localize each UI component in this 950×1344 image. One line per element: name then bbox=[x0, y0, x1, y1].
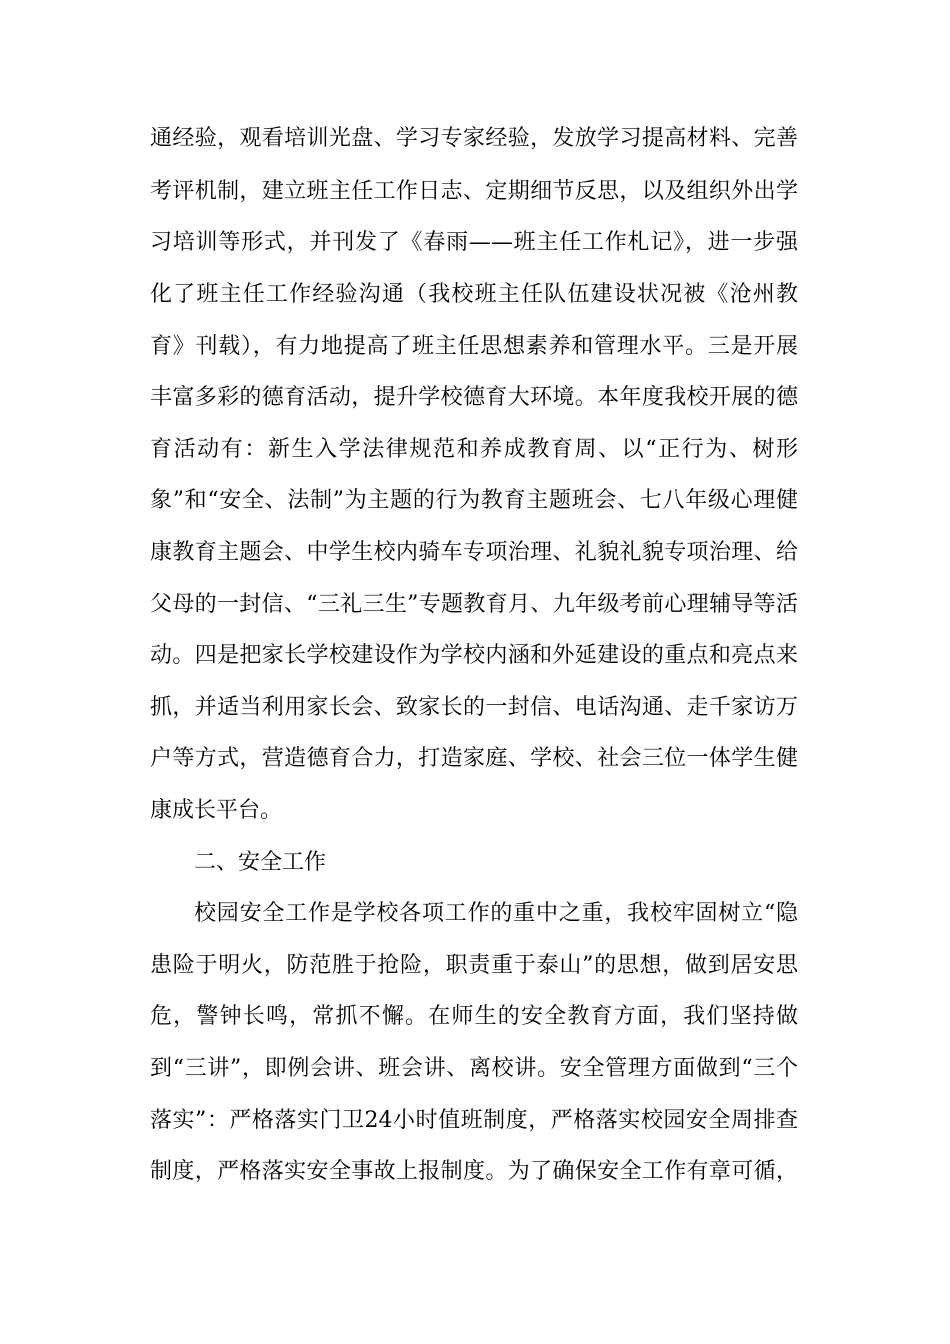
paragraph-line: 抓，并适当利用家长会、致家长的一封信、电话沟通、走千家访万 bbox=[150, 695, 798, 720]
section-heading: 二、安全工作 bbox=[194, 850, 327, 875]
paragraph-line: 患险于明火，防范胜于抢险，职责重于泰山”的思想，做到居安思 bbox=[150, 953, 798, 978]
paragraph-line: 落实”：严格落实门卫24小时值班制度，严格落实校园安全周排查 bbox=[150, 1108, 798, 1133]
paragraph-line: 户等方式，营造德育合力，打造家庭、学校、社会三位一体学生健 bbox=[150, 746, 798, 771]
paragraph-line: 校园安全工作是学校各项工作的重中之重，我校牢固树立“隐 bbox=[194, 901, 798, 926]
paragraph-line: 通经验，观看培训光盘、学习专家经验，发放学习提高材料、完善 bbox=[150, 126, 798, 151]
paragraph-line: 动。四是把家长学校建设作为学校内涵和外延建设的重点和亮点来 bbox=[150, 643, 798, 668]
paragraph-line: 象”和“安全、法制”为主题的行为教育主题班会、七八年级心理健 bbox=[150, 488, 798, 513]
paragraph-line: 化了班主任工作经验沟通（我校班主任队伍建设状况被《沧州教 bbox=[150, 282, 798, 307]
paragraph-line: 习培训等形式，并刊发了《春雨——班主任工作札记》，进一步强 bbox=[150, 230, 798, 255]
paragraph-line: 考评机制，建立班主任工作日志、定期细节反思，以及组织外出学 bbox=[150, 179, 798, 204]
paragraph-line: 康教育主题会、中学生校内骑车专项治理、礼貌礼貌专项治理、给 bbox=[150, 540, 798, 565]
paragraph-line: 制度，严格落实安全事故上报制度。为了确保安全工作有章可循， bbox=[150, 1159, 798, 1184]
paragraph-line: 丰富多彩的德育活动，提升学校德育大环境。本年度我校开展的德 bbox=[150, 385, 798, 410]
paragraph-line: 育活动有：新生入学法律规范和养成教育周、以“正行为、树形 bbox=[150, 437, 798, 462]
paragraph-line: 康成长平台。 bbox=[150, 798, 283, 823]
paragraph-line: 危，警钟长鸣，常抓不懈。在师生的安全教育方面，我们坚持做 bbox=[150, 1004, 798, 1029]
paragraph-line: 父母的一封信、“三礼三生”专题教育月、九年级考前心理辅导等活 bbox=[150, 592, 798, 617]
paragraph-line: 到“三讲”，即例会讲、班会讲、离校讲。安全管理方面做到“三个 bbox=[150, 1056, 798, 1081]
paragraph-line: 育》刊载），有力地提高了班主任思想素养和管理水平。三是开展 bbox=[150, 334, 798, 359]
